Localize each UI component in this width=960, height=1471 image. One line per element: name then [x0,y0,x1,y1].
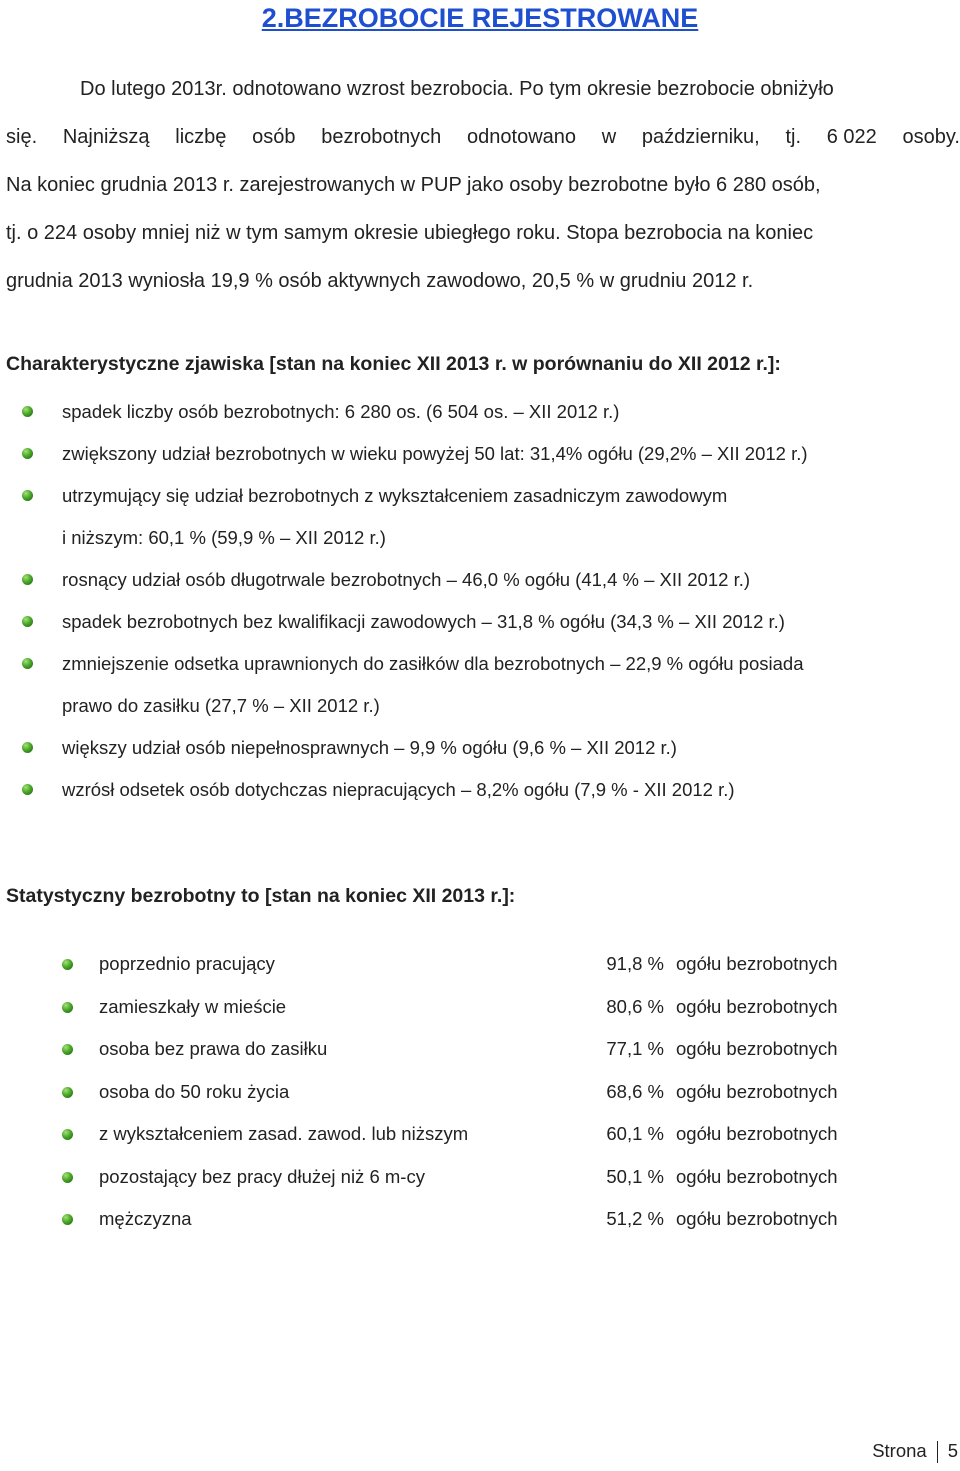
stat-unit: ogółu bezrobotnych [676,1165,838,1187]
stat-row [0,1198,960,1241]
intro-word: osób [252,126,296,148]
intro-line: grudnia 2013 wyniosła 19,9 % osób aktywnych zawodowo, 20,5 % w grudniu 2012 r. [6,270,754,292]
stat-value: 50,1 % [606,1165,664,1187]
green-bullet-icon [62,959,73,970]
intro-word: październiku, [641,126,760,148]
green-bullet-icon [22,574,33,585]
phenomena-list [0,391,960,811]
intro-word: osoby. [902,126,960,148]
green-bullet-icon [22,742,33,753]
stat-unit: ogółu bezrobotnych [676,1123,838,1144]
stat-unit: ogółu bezrobotnych [676,953,838,974]
stat-value: 77,1 % [606,1038,664,1059]
green-bullet-icon [62,1172,73,1183]
bullet-text: utrzymujący się udział bezrobotnych z wykształceniem zasadniczym zawodowym [62,485,728,506]
green-bullet-icon [22,448,33,459]
stat-unit: ogółu bezrobotnych [676,995,838,1017]
intro-line: tj. o 224 osoby mniej niż w tym samym okresie ubiegłego roku. Stopa bezrobocia na koniec [6,222,814,244]
stat-label: mężczyzna [99,1208,192,1229]
page-title: 2.BEZROBOCIE REJESTROWANE [261,3,699,33]
bullet-item [0,643,960,727]
stat-label: osoba do 50 roku życia [99,1080,290,1102]
statistical-unemployed-list [0,943,960,1241]
intro-word: się. [6,126,38,148]
green-bullet-icon [62,1129,73,1140]
stat-value: 80,6 % [606,995,664,1017]
intro-paragraph [6,70,960,310]
section-heading-statistical: Statystyczny bezrobotny to [stan na koniec XII 2013 r.]: [6,885,516,907]
bullet-text: większy udział osób niepełnosprawnych – 9,9 % ogółu (9,6 % – XII 2012 r.) [62,737,677,758]
intro-line [6,118,960,166]
stat-unit: ogółu bezrobotnych [676,1208,838,1229]
intro-word: tj. [785,126,802,148]
bullet-text: prawo do zasiłku (27,7 % – XII 2012 r.) [62,695,380,716]
stat-value: 68,6 % [606,1080,664,1102]
bullet-text: spadek bezrobotnych bez kwalifikacji zawodowych – 31,8 % ogółu (34,3 % – XII 2012 r.) [62,611,785,632]
stat-row [0,986,960,1029]
stat-unit: ogółu bezrobotnych [676,1080,838,1102]
stat-value: 91,8 % [606,953,664,974]
bullet-text: wzrósł odsetek osób dotychczas niepracujących – 8,2% ogółu (7,9 % - XII 2012 r.) [62,779,735,800]
bullet-text: zwiększony udział bezrobotnych w wieku powyżej 50 lat: 31,4% ogółu (29,2% – XII 2012 r.) [62,443,808,464]
page-footer [872,1440,958,1463]
intro-word: 6 022 [826,126,877,148]
green-bullet-icon [62,1044,73,1055]
bullet-item [0,601,960,643]
stat-row [0,1113,960,1156]
stat-label: poprzednio pracujący [99,953,275,974]
bullet-text: spadek liczby osób bezrobotnych: 6 280 os. (6 504 os. – XII 2012 r.) [62,401,620,422]
stat-label: z wykształceniem zasad. zawod. lub niższym [99,1123,469,1144]
footer-divider [937,1441,938,1463]
stat-value: 51,2 % [606,1208,664,1229]
green-bullet-icon [22,658,33,669]
stat-unit: ogółu bezrobotnych [676,1038,838,1059]
green-bullet-icon [62,1087,73,1098]
bullet-text: i niższym: 60,1 % (59,9 % – XII 2012 r.) [62,527,386,548]
stat-value: 60,1 % [606,1123,664,1144]
stat-label: pozostający bez pracy dłużej niż 6 m-cy [99,1165,425,1187]
green-bullet-icon [22,616,33,627]
green-bullet-icon [22,490,33,501]
intro-word: w [601,126,617,148]
green-bullet-icon [22,784,33,795]
bullet-text: rosnący udział osób długotrwale bezrobotnych – 46,0 % ogółu (41,4 % – XII 2012 r.) [62,569,751,590]
stat-label: zamieszkały w mieście [99,995,287,1017]
stat-row [0,1156,960,1199]
stat-row [0,1028,960,1071]
green-bullet-icon [22,406,33,417]
intro-word: liczbę [175,126,227,148]
intro-word: Najniższą [62,126,150,148]
footer-label: Strona [872,1440,927,1461]
intro-line: Do lutego 2013r. odnotowano wzrost bezrobocia. Po tym okresie bezrobocie obniżyło [80,78,834,100]
green-bullet-icon [62,1002,73,1013]
bullet-item [0,727,960,769]
stat-row [0,1071,960,1114]
bullet-item [0,559,960,601]
intro-line: Na koniec grudnia 2013 r. zarejestrowanych w PUP jako osoby bezrobotne było 6 280 osób, [6,174,821,196]
intro-word: bezrobotnych [321,126,442,148]
intro-word: odnotowano [467,126,576,148]
bullet-item [0,391,960,433]
page-number: 5 [947,1440,958,1461]
bullet-item [0,769,960,811]
bullet-item [0,475,960,559]
bullet-item [0,433,960,475]
stat-label: osoba bez prawa do zasiłku [99,1038,328,1059]
stat-row [0,943,960,986]
bullet-text: zmniejszenie odsetka uprawnionych do zasiłków dla bezrobotnych – 22,9 % ogółu posiada [62,653,804,674]
section-heading-phenomena: Charakterystyczne zjawiska [stan na koniec XII 2013 r. w porównaniu do XII 2012 r.]: [6,353,781,375]
green-bullet-icon [62,1214,73,1225]
